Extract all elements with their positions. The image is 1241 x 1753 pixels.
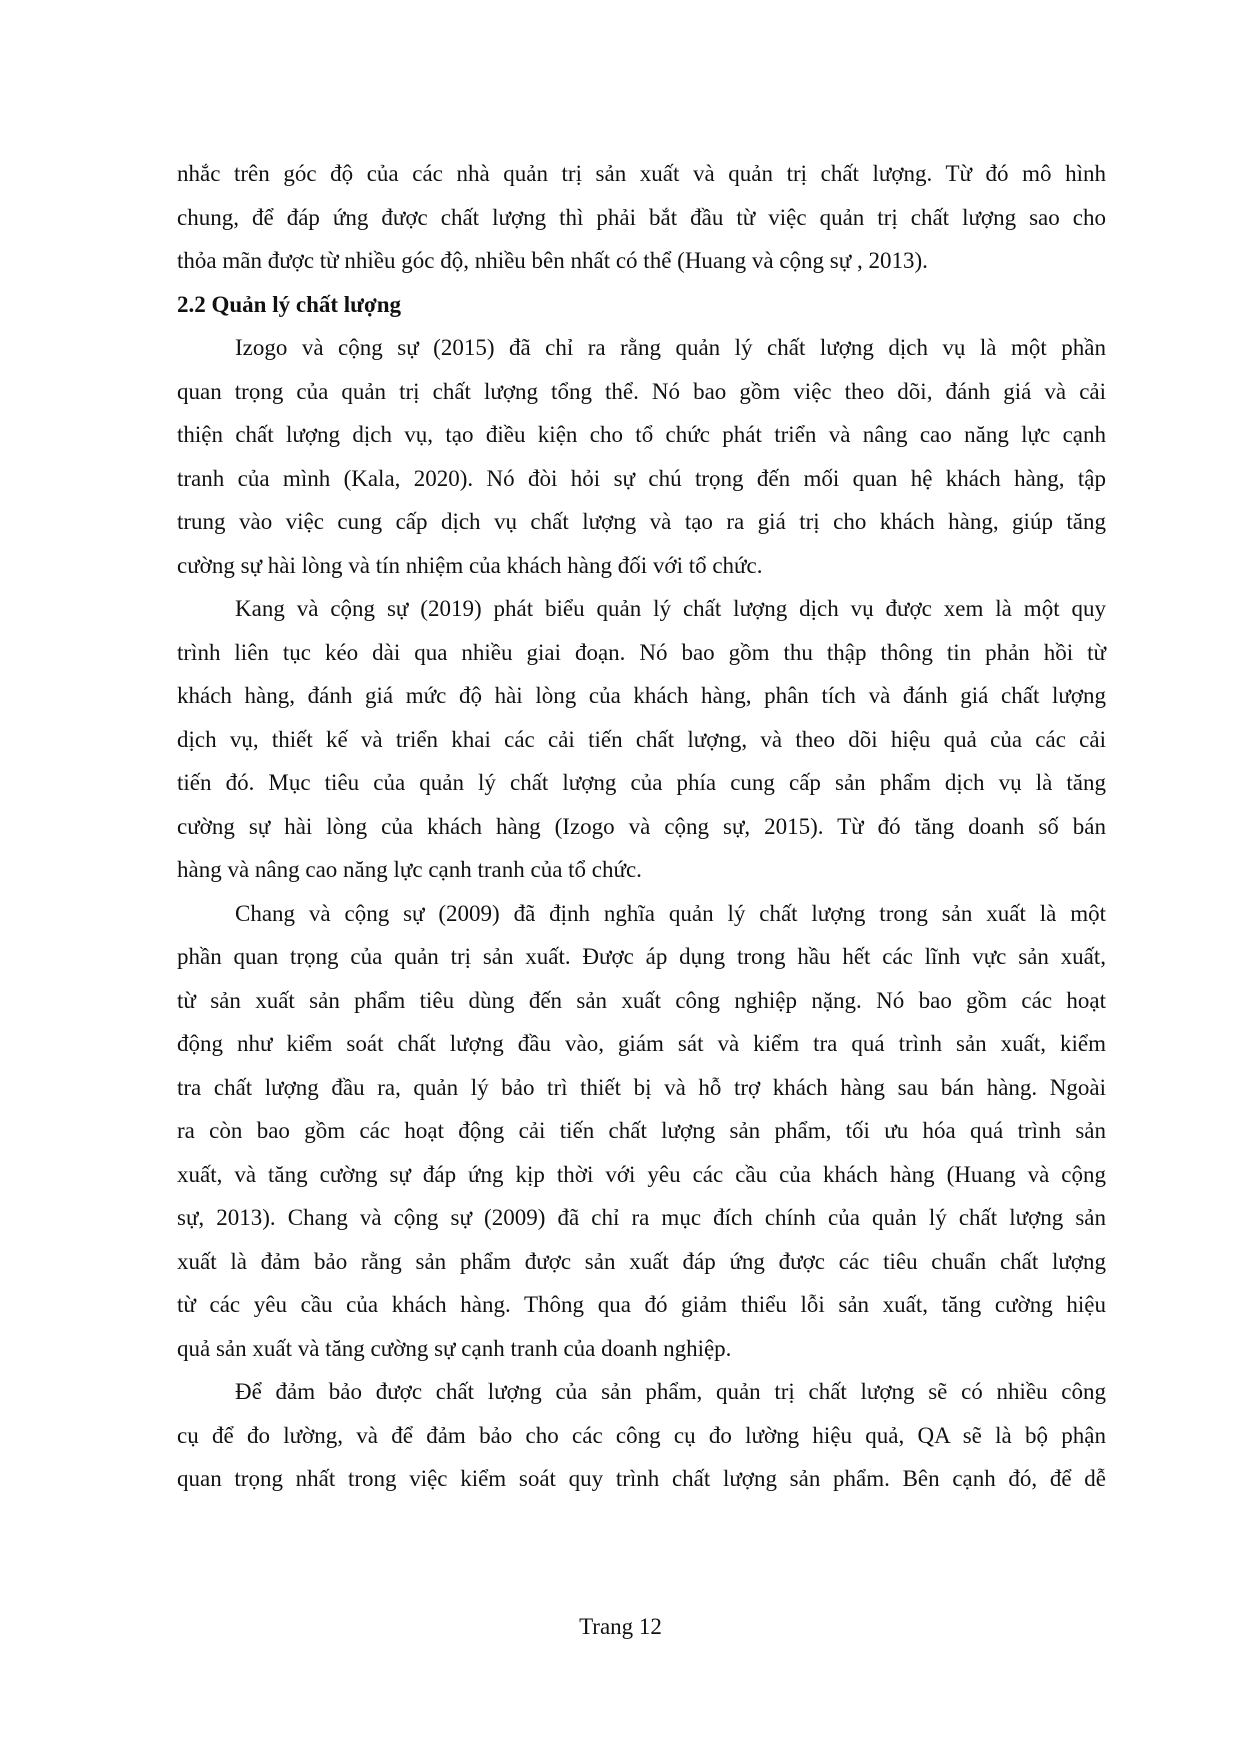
text-line: tiến đó. Mục tiêu của quản lý chất lượng của phía cung cấp sản phẩm dịch vụ là tăng (177, 770, 1106, 795)
text-line: Để đảm bảo được chất lượng của sản phẩm, quản trị chất lượng sẽ có nhiều công (235, 1379, 1106, 1404)
paragraph-kang (177, 587, 1106, 892)
paragraph-chang (177, 892, 1106, 1371)
text-line: quả sản xuất và tăng cường sự cạnh tranh của doanh nghiệp. (177, 1335, 732, 1361)
paragraph-qa (177, 1370, 1106, 1501)
text-line: từ các yêu cầu của khách hàng. Thông qua đó giảm thiểu lỗi sản xuất, tăng cường hiệu (177, 1292, 1106, 1317)
text-line: hàng và nâng cao năng lực cạnh tranh của tổ chức. (177, 857, 642, 882)
text-line: Izogo và cộng sự (2015) đã chỉ ra rằng quản lý chất lượng dịch vụ là một phần (235, 335, 1106, 360)
text-line: tranh của mình (Kala, 2020). Nó đòi hỏi sự chú trọng đến mối quan hệ khách hàng, tập (177, 465, 1106, 491)
text-line: trung vào việc cung cấp dịch vụ chất lượng và tạo ra giá trị cho khách hàng, giúp tăng (177, 509, 1106, 534)
text-line: từ sản xuất sản phẩm tiêu dùng đến sản xuất công nghiệp nặng. Nó bao gồm các hoạt (177, 987, 1106, 1013)
paragraph-izogo (177, 326, 1106, 587)
text-line: nhắc trên góc độ của các nhà quản trị sản xuất và quản trị chất lượng. Từ đó mô hình (177, 161, 1106, 186)
text-line: phần quan trọng của quản trị sản xuất. Được áp dụng trong hầu hết các lĩnh vực sản xuất, (177, 944, 1106, 969)
text-line: quan trọng nhất trong việc kiểm soát quy trình chất lượng sản phẩm. Bên cạnh đó, để dễ (177, 1466, 1106, 1491)
intro-paragraph (177, 152, 1106, 283)
text-line: Kang và cộng sự (2019) phát biểu quản lý chất lượng dịch vụ được xem là một quy (235, 596, 1106, 621)
text-line: xuất là đảm bảo rằng sản phẩm được sản xuất đáp ứng được các tiêu chuẩn chất lượng (177, 1248, 1106, 1274)
text-line: cường sự hài lòng và tín nhiệm của khách hàng đối với tổ chức. (177, 552, 763, 578)
text-line: tra chất lượng đầu ra, quản lý bảo trì thiết bị và hỗ trợ khách hàng sau bán hàng. Ngoài (177, 1074, 1106, 1100)
text-line: trình liên tục kéo dài qua nhiều giai đoạn. Nó bao gồm thu thập thông tin phản hồi từ (177, 639, 1106, 665)
text-line: dịch vụ, thiết kế và triển khai các cải tiến chất lượng, và theo dõi hiệu quả của các cải (177, 726, 1106, 752)
text-line: ra còn bao gồm các hoạt động cải tiến chất lượng sản phẩm, tối ưu hóa quá trình sản (177, 1118, 1106, 1143)
text-line: xuất, và tăng cường sự đáp ứng kịp thời với yêu các cầu của khách hàng (Huang và cộng (177, 1161, 1106, 1187)
text-line: cường sự hài lòng của khách hàng (Izogo và cộng sự, 2015). Từ đó tăng doanh số bán (177, 813, 1106, 839)
text-line: thỏa mãn được từ nhiều góc độ, nhiều bên nhất có thể (Huang và cộng sự , 2013). (177, 248, 928, 273)
text-line: quan trọng của quản trị chất lượng tổng thể. Nó bao gồm việc theo dõi, đánh giá và cải (177, 378, 1106, 404)
text-line: Chang và cộng sự (2009) đã định nghĩa quản lý chất lượng trong sản xuất là một (235, 900, 1106, 926)
section-heading: 2.2 Quản lý chất lượng (177, 291, 401, 317)
page-number: Trang 12 (579, 1614, 662, 1639)
text-line: động như kiểm soát chất lượng đầu vào, giám sát và kiểm tra quá trình sản xuất, kiểm (177, 1031, 1106, 1056)
text-line: cụ để đo lường, và để đảm bảo cho các công cụ đo lường hiệu quả, QA sẽ là bộ phận (177, 1422, 1106, 1448)
text-line: sự, 2013). Chang và cộng sự (2009) đã chỉ ra mục đích chính của quản lý chất lượng sản (177, 1205, 1106, 1230)
text-line: khách hàng, đánh giá mức độ hài lòng của khách hàng, phân tích và đánh giá chất lượng (177, 683, 1106, 708)
document-page (177, 152, 1106, 1501)
text-line: chung, để đáp ứng được chất lượng thì phải bắt đầu từ việc quản trị chất lượng sao cho (177, 204, 1106, 230)
text-line: thiện chất lượng dịch vụ, tạo điều kiện cho tổ chức phát triển và nâng cao năng lực cạnh (177, 422, 1106, 447)
